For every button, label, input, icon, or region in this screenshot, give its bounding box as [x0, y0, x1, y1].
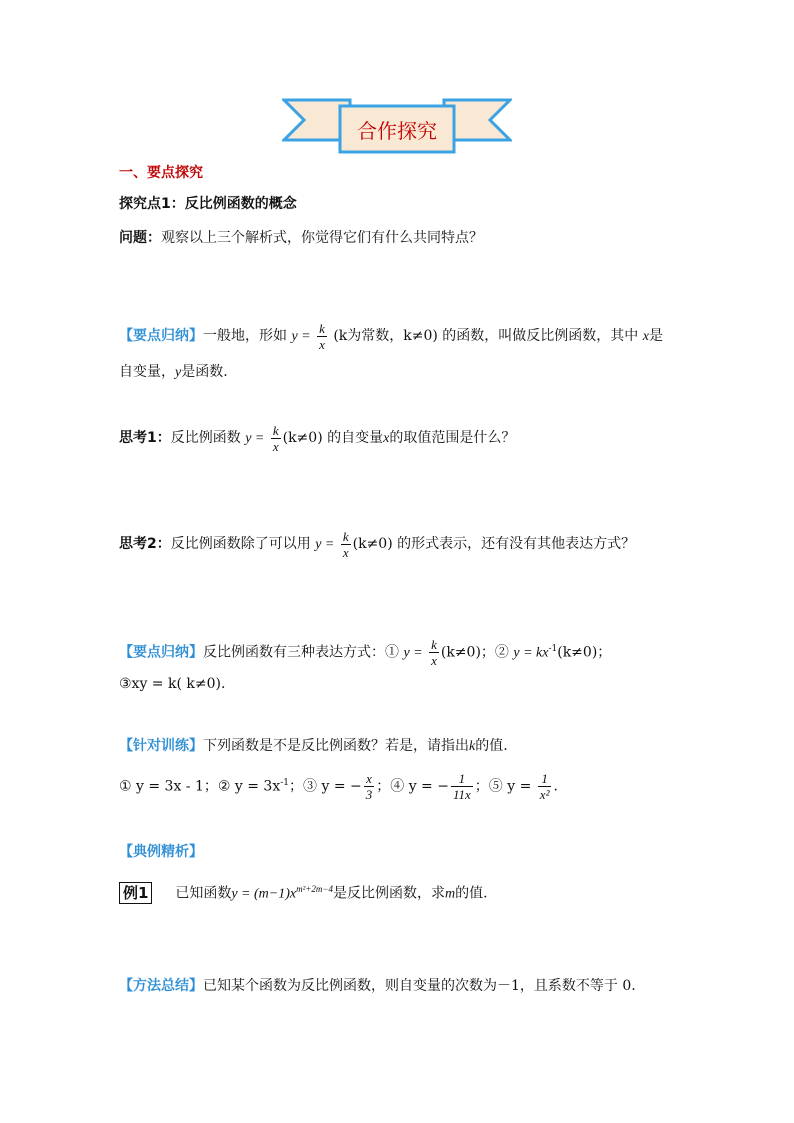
think1-yeq: y = [245, 431, 265, 446]
think2-label: 思考2： [119, 536, 171, 552]
training-item5: ；⑤ y = [474, 778, 536, 795]
training-item4: ；④ y = − [376, 778, 449, 795]
frac-den: 3 [365, 787, 373, 803]
training-item1: ① y = 3x - 1； [119, 778, 218, 795]
summary1-line1 [119, 319, 663, 354]
summary1-cond: (k为常数，k≠0) 的函数，叫做反比例函数，其中 [333, 328, 639, 344]
think2-text-b: 的形式表示，还有没有其他表达方式？ [397, 536, 636, 552]
summary1-x: x [642, 329, 649, 344]
frac-den: x [342, 544, 349, 560]
training-item3: ；③ y = − [289, 778, 362, 795]
think1-cond: (k≠0) [282, 430, 323, 446]
training-end: . [553, 778, 558, 795]
example-heading: 【典例精析】 [119, 844, 203, 860]
training-frac3 [364, 771, 375, 802]
frac-num: k [342, 528, 349, 544]
frac-num: k [431, 637, 437, 653]
banner-title: 合作探究 [357, 119, 437, 143]
summary1-fraction [317, 321, 327, 352]
think2-text-a: 反比例函数除了可以用 [170, 536, 311, 552]
example1-formula: y = (m−1)x [231, 886, 297, 902]
training-frac4 [451, 771, 473, 802]
summary2-form2: y = kx [513, 645, 549, 661]
summary1-line2 [119, 362, 228, 383]
frac-num: k [272, 422, 279, 438]
think2-fraction [341, 529, 351, 560]
example1-label: 例1 [119, 882, 152, 904]
example1-text-a: 已知函数 [175, 885, 232, 902]
frac-num: k [319, 320, 325, 336]
summary2-line2: ③xy = k( k≠0). [119, 676, 226, 692]
think1-var: x [383, 431, 390, 446]
summary2-text: 反比例函数有三种表达方式：① [203, 644, 399, 661]
frac-num: 1 [538, 771, 552, 787]
example1-var: m [444, 886, 456, 902]
example1-line [119, 876, 488, 908]
training-item2: ② y = 3x [217, 778, 281, 795]
summary1-yeq: y = [291, 329, 311, 344]
training-line2 [119, 765, 558, 805]
summary1-tag: 【要点归纳】 [119, 328, 203, 344]
training-frac5 [538, 771, 552, 802]
summary1-p1: 一般地，形如 [203, 328, 287, 344]
summary2-line1 [119, 632, 611, 671]
training-line1 [119, 736, 508, 757]
think1-text-c: 的取值范围是什么？ [389, 430, 516, 446]
summary1-p2: 是 [648, 328, 663, 344]
summary2-tag: 【要点归纳】 [119, 644, 203, 661]
point-heading: 探究点1：反比例函数的概念 [119, 196, 297, 212]
frac-den: x [319, 336, 325, 352]
training-var: k [469, 739, 476, 754]
summary1-line2-a: 自变量， [119, 364, 175, 380]
section-heading: 一、要点探究 [119, 165, 203, 181]
question-line [119, 228, 483, 248]
training-text-b: 的值. [475, 738, 508, 754]
summary1-line2-b: 是函数. [181, 364, 228, 380]
think2-cond: (k≠0) [352, 536, 393, 552]
think1-text-a: 反比例函数 [170, 430, 241, 446]
frac-den: x [431, 653, 437, 669]
frac-num: 1 [451, 771, 473, 787]
think2-yeq: y = [315, 537, 335, 552]
training-text: 下列函数是不是反比例函数？若是，请指出 [203, 738, 469, 754]
summary2-cond2: (k≠0)； [557, 644, 612, 661]
summary2-exp: -1 [548, 644, 558, 654]
question-text: 观察以上三个解析式，你觉得它们有什么共同特点？ [161, 230, 483, 246]
summary2-yeq: y = [403, 645, 423, 661]
example1-exp: m²+2m−4 [296, 884, 333, 894]
method-text: 已知某个函数为反比例函数，则自变量的次数为－1，且系数不等于 0. [203, 978, 636, 994]
frac-den: x² [539, 787, 550, 803]
banner [282, 96, 512, 158]
training-item2-exp: -1 [280, 778, 290, 788]
frac-den: x [272, 438, 279, 454]
summary2-fraction [429, 637, 439, 668]
think1-label: 思考1： [119, 430, 171, 446]
think1-text-b: 的自变量 [327, 430, 384, 446]
think2-line [119, 527, 635, 562]
method-line [119, 976, 636, 996]
think1-fraction [271, 423, 281, 454]
example1-text-c: 的值. [455, 885, 488, 902]
question-label: 问题： [119, 230, 161, 246]
example1-text-b: 是反比例函数，求 [332, 885, 445, 902]
summary2-cond1: (k≠0)；② [440, 644, 509, 661]
method-tag: 【方法总结】 [119, 978, 203, 994]
frac-num: x [364, 771, 375, 787]
summary1-y: y [175, 365, 182, 380]
think1-line [119, 421, 515, 456]
training-tag: 【针对训练】 [119, 738, 203, 754]
frac-den: 11x [452, 787, 471, 803]
